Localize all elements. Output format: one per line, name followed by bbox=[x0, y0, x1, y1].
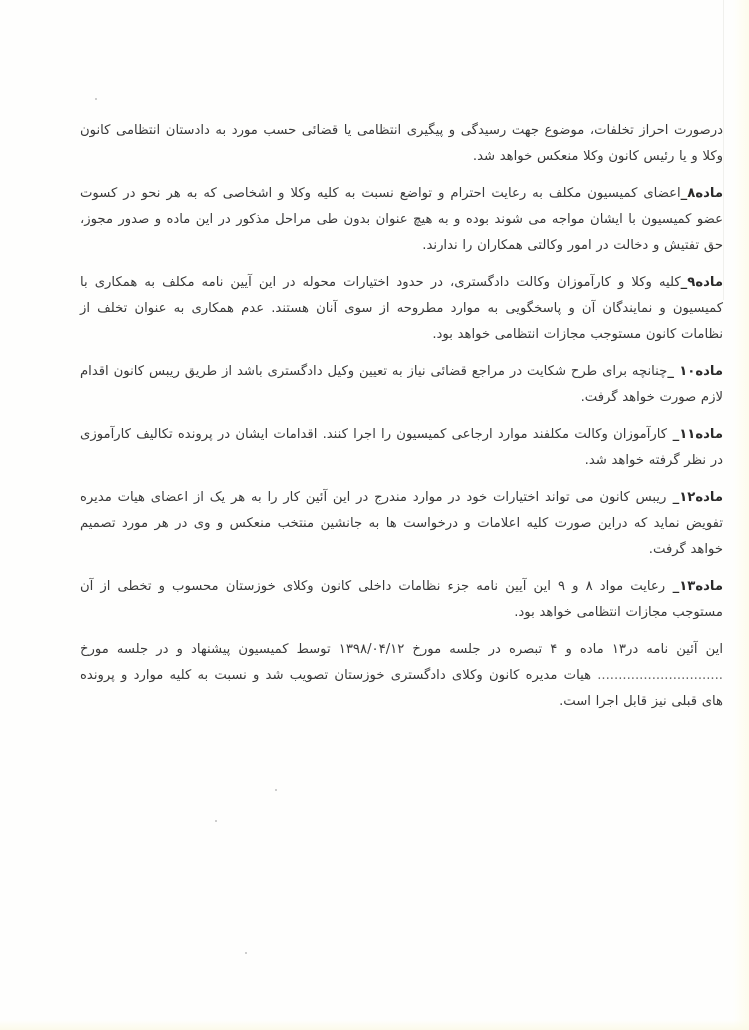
closing-text-start: این آئین نامه در۱۳ ماده و ۴ تبصره در جلسه مورخ ۱۳۹۸/۰۴/۱۲ توسط کمیسیون پیشنهاد و در جلسه مورخ bbox=[80, 642, 723, 657]
article-9 bbox=[80, 270, 723, 348]
article-text: رعایت مواد ۸ و ۹ این آیین نامه جزء نظامات داخلی کانون وکلای خوزستان محسوب و تخطی از آن مستوجب مجازات انتظامی خواهد بود. bbox=[80, 579, 723, 620]
article-text: ریبس کانون می تواند اختیارات خود در موارد مندرج در این آئین کار را به هر یک از اعضای هیات مدیره تفویض نماید که دراین صورت کلیه اعلامات و درخواست ها به جانشین منتخب منعکس و وی در هر مورد تصمیم خواهد گرفت. bbox=[80, 490, 723, 557]
article-10 bbox=[80, 359, 723, 411]
article-label: ماده۸_ bbox=[680, 186, 723, 201]
article-label: ماده۱۱_ bbox=[667, 427, 723, 442]
scan-speck bbox=[275, 789, 277, 791]
article-11 bbox=[80, 422, 723, 474]
article-label: ماده۱۰ _ bbox=[667, 364, 723, 379]
article-8 bbox=[80, 181, 723, 259]
article-text: چنانچه برای طرح شکایت در مراجع قضائی نیاز به تعیین وکیل دادگستری باشد از طریق ریبس کانون اقدام لازم صورت خواهد گرفت. bbox=[80, 364, 723, 405]
page-edge-right bbox=[733, 0, 749, 1030]
article-label: ماده۱۳_ bbox=[665, 579, 724, 594]
article-label: ماده۱۲_ bbox=[666, 490, 723, 505]
article-text: کلیه وکلا و کارآموزان وکالت دادگستری، در حدود اختیارات محوله در این آیین نامه مکلف به همکاری با کمیسیون و نمایندگان آن و پاسخگویی به موارد مطروحه از سوی آنان هستند. عدم همکاری به عنوان تخلف از نظامات کانون مستوجب مجازات انتظامی خواهد بود. bbox=[80, 275, 723, 342]
document-body bbox=[80, 118, 723, 726]
page-edge-bottom bbox=[0, 1020, 749, 1030]
article-13 bbox=[80, 574, 723, 626]
closing-text-end: هیات مدیره کانون وکلای دادگستری خوزستان تصویب شد و نسبت به کلیه موارد و پرونده های قبلی نیز قابل اجرا است. bbox=[80, 668, 723, 709]
closing-paragraph bbox=[80, 637, 723, 715]
scan-speck bbox=[95, 98, 97, 100]
scan-speck bbox=[215, 820, 217, 822]
article-text: اعضای کمیسیون مکلف به رعایت احترام و تواضع نسبت به کلیه وکلا و اشخاصی که به هر نحو در کسوت عضو کمیسیون با ایشان مواجه می شوند بوده و به هیچ عنوان بدون طی مراحل مذکور در این ماده و صدور مجوز، حق تفتیش و دخالت در امور وکالتی همکاران را ندارند. bbox=[80, 186, 723, 253]
scan-speck bbox=[245, 952, 247, 954]
intro-paragraph: درصورت احراز تخلفات، موضوع جهت رسیدگی و پیگیری انتظامی یا قضائی حسب مورد به دادستان انتظامی کانون وکلا و یا رئیس کانون وکلا منعکس خواهد شد. bbox=[80, 123, 723, 164]
article-text: کارآموزان وکالت مکلفند موارد ارجاعی کمیسیون را اجرا کنند. اقدامات ایشان در پرونده تکالیف کارآموزی در نظر گرفته خواهد شد. bbox=[80, 427, 723, 468]
article-label: ماده۹_ bbox=[680, 275, 723, 290]
scan-artifact-line bbox=[723, 0, 724, 300]
date-blank-dots: .............................. bbox=[597, 668, 723, 683]
article-12 bbox=[80, 485, 723, 563]
